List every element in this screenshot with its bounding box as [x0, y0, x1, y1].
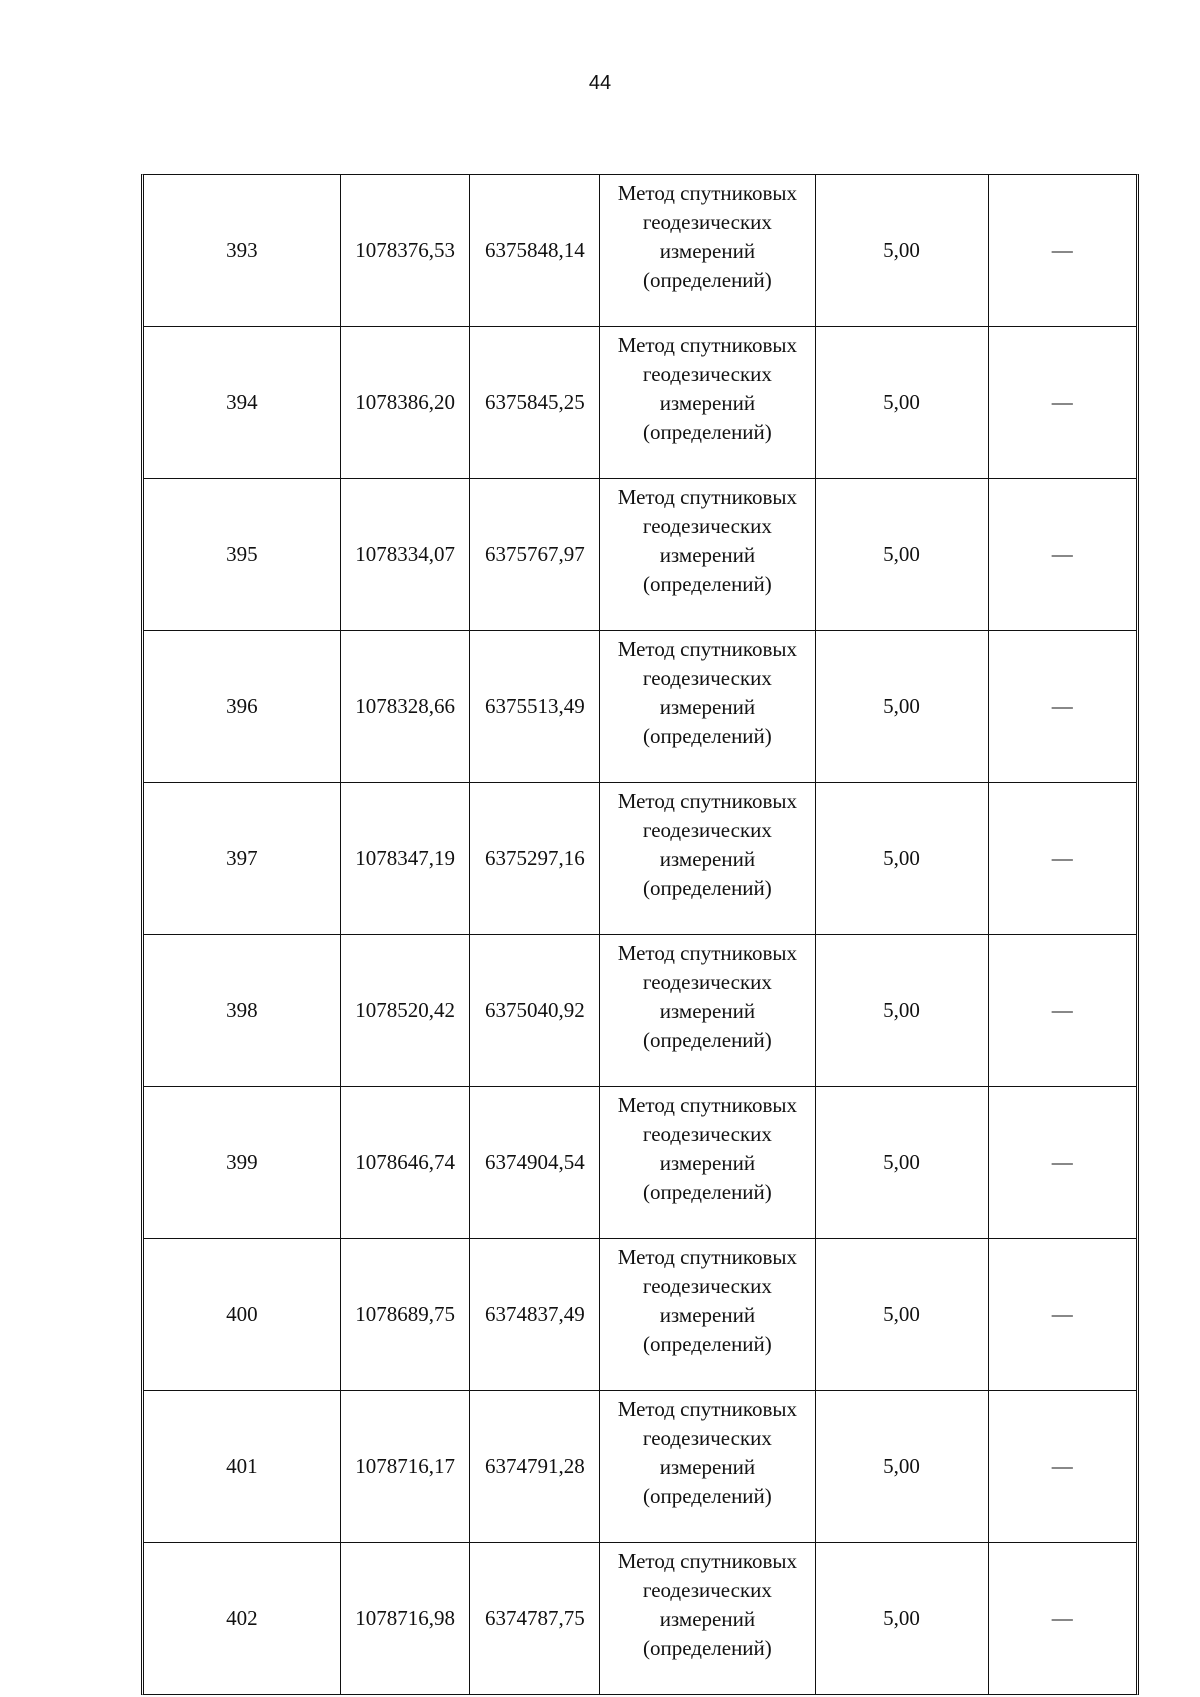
table-row [144, 327, 1136, 479]
table-row [144, 631, 1136, 783]
x-coordinate-cell: 1078689,75 [340, 1239, 470, 1391]
x-coordinate-cell: 1078716,98 [340, 1543, 470, 1695]
note-cell: — [988, 479, 1136, 631]
method-line: измерений [659, 1151, 756, 1175]
x-coordinate-cell: 1078386,20 [340, 327, 470, 479]
table-row [144, 1087, 1136, 1239]
x-coordinate-cell: 1078328,66 [340, 631, 470, 783]
method-line: (определений) [642, 1636, 772, 1660]
note-cell: — [988, 1239, 1136, 1391]
method-cell [600, 1087, 815, 1239]
x-coordinate-cell: 1078520,42 [340, 935, 470, 1087]
note-cell: — [988, 1391, 1136, 1543]
accuracy-cell: 5,00 [815, 631, 988, 783]
y-coordinate-cell: 6375297,16 [470, 783, 600, 935]
x-coordinate-cell: 1078347,19 [340, 783, 470, 935]
method-line: геодезических [642, 1122, 772, 1146]
method-cell [600, 1391, 815, 1543]
method-cell [600, 783, 815, 935]
accuracy-cell: 5,00 [815, 1543, 988, 1695]
method-line: измерений [659, 1303, 756, 1327]
method-line: геодезических [642, 666, 772, 690]
point-number-cell: 399 [144, 1087, 340, 1239]
method-line: измерений [659, 695, 756, 719]
x-coordinate-cell: 1078376,53 [340, 175, 470, 327]
y-coordinate-cell: 6374787,75 [470, 1543, 600, 1695]
method-line: геодезических [642, 970, 772, 994]
method-line: (определений) [642, 1180, 772, 1204]
method-line: Метод спутниковых [617, 941, 798, 965]
y-coordinate-cell: 6374904,54 [470, 1087, 600, 1239]
table-row [144, 783, 1136, 935]
method-line: (определений) [642, 876, 772, 900]
point-number-cell: 401 [144, 1391, 340, 1543]
note-cell: — [988, 327, 1136, 479]
method-cell [600, 175, 815, 327]
table-row [144, 1391, 1136, 1543]
accuracy-cell: 5,00 [815, 175, 988, 327]
point-number-cell: 393 [144, 175, 340, 327]
table-row [144, 1239, 1136, 1391]
method-cell [600, 327, 815, 479]
method-line: измерений [659, 239, 756, 263]
method-line: геодезических [642, 1274, 772, 1298]
note-cell: — [988, 1087, 1136, 1239]
method-line: (определений) [642, 268, 772, 292]
method-line: (определений) [642, 1484, 772, 1508]
method-line: измерений [659, 1455, 756, 1479]
method-line: Метод спутниковых [617, 181, 798, 205]
coordinates-table-container [141, 174, 1139, 1695]
method-line: Метод спутниковых [617, 637, 798, 661]
method-line: Метод спутниковых [617, 789, 798, 813]
method-line: (определений) [642, 1028, 772, 1052]
method-line: измерений [659, 391, 756, 415]
accuracy-cell: 5,00 [815, 935, 988, 1087]
method-cell [600, 631, 815, 783]
method-cell [600, 1543, 815, 1695]
table-row [144, 175, 1136, 327]
point-number-cell: 394 [144, 327, 340, 479]
point-number-cell: 400 [144, 1239, 340, 1391]
note-cell: — [988, 631, 1136, 783]
y-coordinate-cell: 6375513,49 [470, 631, 600, 783]
method-line: измерений [659, 999, 756, 1023]
method-line: Метод спутниковых [617, 1397, 798, 1421]
accuracy-cell: 5,00 [815, 1087, 988, 1239]
method-line: геодезических [642, 1578, 772, 1602]
x-coordinate-cell: 1078716,17 [340, 1391, 470, 1543]
table-row [144, 479, 1136, 631]
y-coordinate-cell: 6374791,28 [470, 1391, 600, 1543]
method-line: (определений) [642, 572, 772, 596]
method-line: (определений) [642, 420, 772, 444]
method-line: измерений [659, 543, 756, 567]
method-line: геодезических [642, 362, 772, 386]
point-number-cell: 402 [144, 1543, 340, 1695]
point-number-cell: 397 [144, 783, 340, 935]
method-line: Метод спутниковых [617, 485, 798, 509]
page-number: 44 [588, 72, 612, 94]
method-line: (определений) [642, 1332, 772, 1356]
table-row [144, 1543, 1136, 1695]
method-line: Метод спутниковых [617, 333, 798, 357]
method-cell [600, 935, 815, 1087]
method-cell [600, 479, 815, 631]
y-coordinate-cell: 6375845,25 [470, 327, 600, 479]
note-cell: — [988, 783, 1136, 935]
accuracy-cell: 5,00 [815, 327, 988, 479]
accuracy-cell: 5,00 [815, 783, 988, 935]
coordinates-table [144, 175, 1136, 1694]
point-number-cell: 396 [144, 631, 340, 783]
method-line: геодезических [642, 1426, 772, 1450]
method-line: измерений [659, 847, 756, 871]
method-line: геодезических [642, 210, 772, 234]
point-number-cell: 398 [144, 935, 340, 1087]
method-line: геодезических [642, 514, 772, 538]
method-line: геодезических [642, 818, 772, 842]
note-cell: — [988, 175, 1136, 327]
y-coordinate-cell: 6375040,92 [470, 935, 600, 1087]
note-cell: — [988, 935, 1136, 1087]
note-cell: — [988, 1543, 1136, 1695]
y-coordinate-cell: 6375848,14 [470, 175, 600, 327]
y-coordinate-cell: 6374837,49 [470, 1239, 600, 1391]
method-line: измерений [659, 1607, 756, 1631]
accuracy-cell: 5,00 [815, 1391, 988, 1543]
method-line: (определений) [642, 724, 772, 748]
method-line: Метод спутниковых [617, 1093, 798, 1117]
accuracy-cell: 5,00 [815, 1239, 988, 1391]
method-line: Метод спутниковых [617, 1245, 798, 1269]
table-row [144, 935, 1136, 1087]
method-line: Метод спутниковых [617, 1549, 798, 1573]
method-cell [600, 1239, 815, 1391]
point-number-cell: 395 [144, 479, 340, 631]
x-coordinate-cell: 1078334,07 [340, 479, 470, 631]
y-coordinate-cell: 6375767,97 [470, 479, 600, 631]
x-coordinate-cell: 1078646,74 [340, 1087, 470, 1239]
accuracy-cell: 5,00 [815, 479, 988, 631]
